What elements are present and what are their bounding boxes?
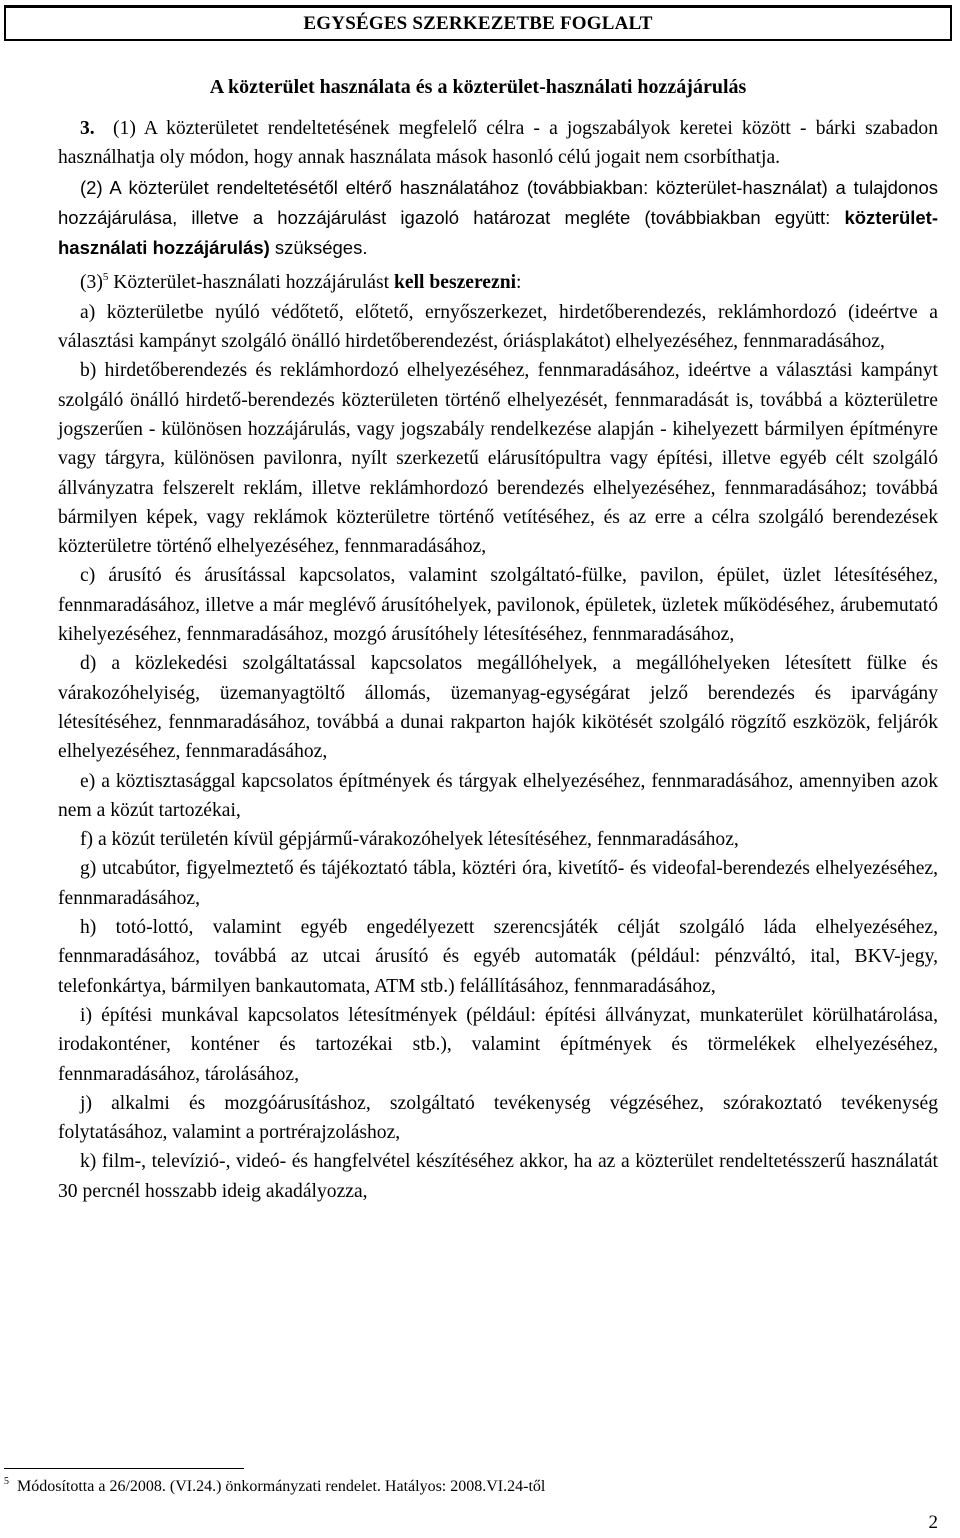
list-item-k: k) film-, televízió-, videó- és hangfelvétel készítéséhez akkor, ha az a közterület rendeltetésszerű használatát 30 percnél hosszabb ideig akadályozza, <box>58 1151 938 1202</box>
section-number: 3. <box>80 118 95 139</box>
paragraph-3-bold: kell beszerezni <box>393 272 517 294</box>
paragraph-3-text-c: : <box>516 272 522 294</box>
list-item-d: d) a közlekedési szolgáltatással kapcsolatos megállóhelyek, a megállóhelyeken létesített fülke és várakozóhelyiség, üzemanyagtöltő állomás, üzemanyag-egységárat jelző berendezés és iparvágány létesítéséhez, fennmaradásához, továbbá a dunai rakparton hajók kikötését szolgáló rögzítő eszközök, feljárók elhelyezéséhez, fennmaradásához, <box>58 653 938 763</box>
footnote <box>4 1476 545 1496</box>
paragraph-2-bold: közterület-használati hozzájárulás) <box>58 206 938 259</box>
list-item-h: h) totó-lottó, valamint egyéb engedélyezett szerencsjáték célját szolgáló láda elhelyezéséhez, fennmaradásához, továbbá az utcai árusító és egyéb automaták (például: pénzváltó, ital, BKV-jegy, telefonkártya, bármilyen bankautomata, ATM stb.) felállításához, fennmaradásához, <box>58 917 938 997</box>
footnote-ref[interactable]: 5 <box>102 271 109 284</box>
list-item-c: c) árusító és árusítással kapcsolatos, valamint szolgáltató-fülke, pavilon, épület, üzlet létesítéséhez, fennmaradásához, illetve a már meglévő árusítóhelyek, pavilonok, épületek, üzletek működéséhez, árubemutató kihelyezéséhez, fennmaradásához, mozgó árusítóhely létesítéséhez, fennmaradásához, <box>58 565 938 646</box>
footnote-divider <box>4 1468 244 1469</box>
list-item-i: i) építési munkával kapcsolatos létesítmények (például: építési állványzat, munkaterület körülhatárolása, irodakonténer, konténer és tartozékai stb.), valamint építmények és törmelékek elhelyezéséhez, fennmaradásához, tárolásához, <box>58 1004 938 1085</box>
document-header-box <box>4 5 952 41</box>
section-title: A közterület használata és a közterület-használati hozzájárulás <box>209 76 747 98</box>
document-header-text: EGYSÉGES SZERKEZETBE FOGLALT <box>303 12 653 34</box>
paragraph-3-prefix: (3) <box>80 272 103 294</box>
footnote-marker: 5 <box>4 1476 9 1487</box>
paragraph-3 <box>58 263 938 297</box>
footnote-text: Módosította a 26/2008. (VI.24.) önkormányzati rendelet. Hatályos: 2008.VI.24-től <box>17 1478 546 1495</box>
list-item-a: a) közterületbe nyúló védőtető, előtető, ernyőszerkezet, hirdetőberendezés, reklámhordozó (ideértve a választási kampányt szolgáló önálló hirdetőberendezést, óriásplakátot) elhelyezéséhez, fennmaradásához, <box>58 301 938 353</box>
paragraph-1 <box>58 114 938 173</box>
page-number: 2 <box>928 1512 938 1533</box>
document-body <box>58 114 938 1206</box>
paragraph-1-text: (1) A közterületet rendeltetésének megfelelő célra - a jogszabályok keretei között - bárki szabadon használhatja oly módon, hogy annak használata mások hasonló célú jogait nem csorbíthatja. <box>58 118 938 169</box>
paragraph-2-text-a: (2) A közterület rendeltetésétől eltérő használatához (továbbiakban: közterület-használat) a tulajdonos hozzájárulása, illetve a hozzájárulást igazoló határozat megléte (továbbiakban együtt: <box>58 176 938 228</box>
paragraph-2 <box>58 173 938 264</box>
paragraph-3-text-a: Közterület-használati hozzájárulást <box>108 272 394 294</box>
paragraph-2-text-c: szükséges. <box>269 237 368 259</box>
list-item-e: e) a köztisztasággal kapcsolatos építmények és tárgyak elhelyezéséhez, fennmaradásához, amennyiben azok nem a közút tartozékai, <box>58 770 938 821</box>
list-item-j: j) alkalmi és mozgóárusításhoz, szolgáltató tevékenység végzéséhez, szórakoztató tevékenység folytatásához, valamint a portrérajzoláshoz, <box>58 1092 938 1144</box>
list-item-g: g) utcabútor, figyelmeztető és tájékoztató tábla, köztéri óra, kivetítő- és videofal-berendezés elhelyezéséhez, fennmaradásához, <box>58 858 938 909</box>
list-item-b: b) hirdetőberendezés és reklámhordozó elhelyezéséhez, fennmaradásához, ideértve a választási kampányt szolgáló önálló hirdető-berendezés közterületen történő elhelyezését, fennmaradását is, továbbá a közterületre jogszerűen - különösen hozzájárulás, vagy jogszabály rendelkezése alapján - kihelyezett bármilyen építményre vagy tárgyra, különösen pavilonra, nyílt szerkezetű elárusítópultra vagy építési, illetve egyéb célt szolgáló állványzatra felszerelt reklám, illetve reklámhordozó berendezés elhelyezéséhez, fennmaradásához; továbbá bármilyen képek, vagy reklámok közterületre történő vetítéséhez, és az erre a célra szolgáló berendezések közterületre történő elhelyezéséhez, fennmaradásához, <box>58 360 938 558</box>
list-item-f: f) a közút területén kívül gépjármű-várakozóhelyek létesítéséhez, fennmaradásához, <box>80 829 739 851</box>
